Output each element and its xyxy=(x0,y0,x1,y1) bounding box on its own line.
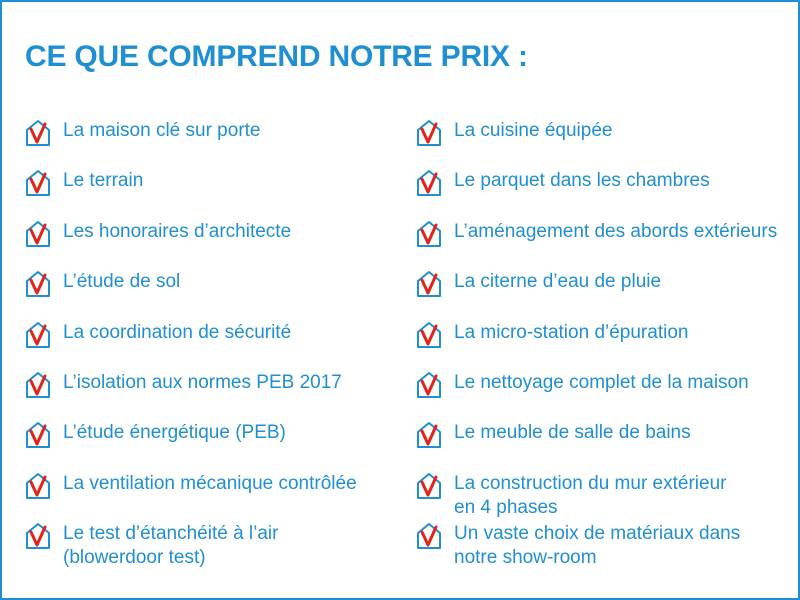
house-check-icon xyxy=(415,420,443,450)
house-check-icon xyxy=(24,269,52,299)
house-check-icon xyxy=(415,320,443,350)
house-check-icon xyxy=(415,118,443,148)
list-item-line: notre show-room xyxy=(454,547,597,569)
list-item xyxy=(415,370,749,400)
list-item-line: Le parquet dans les chambres xyxy=(454,170,710,192)
house-check-icon xyxy=(415,521,443,551)
house-check-icon xyxy=(24,420,52,450)
list-item xyxy=(415,521,740,570)
list-item-line: L’isolation aux normes PEB 2017 xyxy=(63,372,342,393)
list-item-line: La cuisine équipée xyxy=(454,120,613,141)
list-item xyxy=(24,370,342,400)
house-check-icon xyxy=(24,118,52,148)
list-item-text xyxy=(454,320,688,345)
list-item-line: Le terrain xyxy=(63,170,144,192)
list-item-line: La coordination de sécurité xyxy=(63,321,292,343)
list-item-text xyxy=(63,168,143,193)
list-item-line: Le meuble de salle de bains xyxy=(454,422,691,444)
list-item-line: L’étude énergétique (PEB) xyxy=(63,422,286,444)
list-item-text xyxy=(454,219,777,244)
list-item xyxy=(415,320,688,350)
list-item-text xyxy=(63,420,286,445)
list-item-text xyxy=(454,118,612,143)
list-item-text xyxy=(63,521,278,570)
house-check-icon xyxy=(24,168,52,198)
list-item-text xyxy=(454,471,726,520)
list-item-text xyxy=(63,320,291,345)
list-item xyxy=(415,471,726,520)
house-check-icon xyxy=(24,219,52,249)
house-check-icon xyxy=(24,471,52,501)
list-item xyxy=(24,420,286,450)
list-item xyxy=(24,471,357,501)
house-check-icon xyxy=(415,370,443,400)
house-check-icon xyxy=(415,269,443,299)
list-item xyxy=(24,118,261,148)
list-item-line: (blowerdoor test) xyxy=(63,547,206,569)
list-item-text xyxy=(454,420,691,445)
list-item-text xyxy=(454,521,740,570)
list-item-line: La micro-station d’épuration xyxy=(454,321,689,343)
list-item-line: La citerne d’eau de pluie xyxy=(454,271,662,293)
list-item-line: La construction du mur extérieur xyxy=(454,472,727,494)
house-check-icon xyxy=(24,320,52,350)
house-check-icon xyxy=(415,471,443,501)
list-item-line: Un vaste choix de matériaux dans xyxy=(454,523,741,545)
list-item-text xyxy=(63,269,180,294)
list-item xyxy=(415,219,777,249)
house-check-icon xyxy=(24,370,52,400)
list-item-line: Le test d’étanchéité à l’air xyxy=(63,523,279,545)
list-item-text xyxy=(63,118,261,143)
house-check-icon xyxy=(24,521,52,551)
list-item-text xyxy=(454,269,661,294)
list-item-line: Les honoraires d’architecte xyxy=(63,220,292,242)
list-item xyxy=(415,269,661,299)
house-check-icon xyxy=(415,168,443,198)
list-item xyxy=(24,269,180,299)
list-item-line: L’étude de sol xyxy=(63,271,181,293)
list-item xyxy=(24,219,291,249)
list-item-line: L’aménagement des abords extérieurs xyxy=(454,220,778,242)
list-item-text xyxy=(63,471,357,496)
list-item-line: La maison clé sur porte xyxy=(63,120,261,141)
list-item-text xyxy=(63,370,342,395)
list-item-line: en 4 phases xyxy=(454,496,558,518)
list-item xyxy=(24,320,291,350)
list-item-line: Le nettoyage complet de la maison xyxy=(454,372,749,393)
house-check-icon xyxy=(415,219,443,249)
list-item-line: La ventilation mécanique contrôlée xyxy=(63,472,357,494)
list-item xyxy=(24,168,143,198)
list-item-text xyxy=(454,168,710,193)
list-item xyxy=(415,168,710,198)
list-item-text xyxy=(63,219,291,244)
list-item xyxy=(415,118,612,148)
list-item-text xyxy=(454,370,749,395)
list-item xyxy=(24,521,278,570)
list-item xyxy=(415,420,691,450)
page-title: CE QUE COMPREND NOTRE PRIX : xyxy=(25,40,528,73)
